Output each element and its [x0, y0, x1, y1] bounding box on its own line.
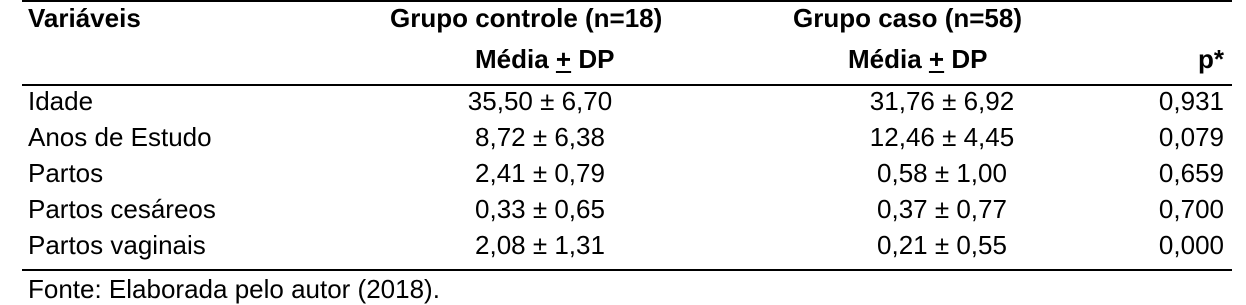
row-control-value: 0,33 ± 0,65 — [475, 194, 605, 224]
header-case-stat-prefix: Média — [848, 44, 929, 74]
row-case-value: 12,46 ± 4,45 — [869, 122, 1015, 152]
row-case-value: 0,37 ± 0,77 — [877, 194, 1007, 224]
row-control-value: 2,08 ± 1,31 — [475, 230, 605, 260]
header-case-group: Grupo caso (n=58) — [793, 3, 1022, 33]
table-bottom-rule — [22, 269, 1232, 271]
header-control-stat-suffix: DP — [571, 44, 615, 74]
row-p-value: 0,079 — [1158, 122, 1224, 152]
header-case-stat-pm: + — [928, 44, 945, 74]
row-variable: Idade — [28, 86, 94, 116]
row-control-value: 8,72 ± 6,38 — [475, 122, 605, 152]
header-variables: Variáveis — [28, 3, 141, 33]
row-p-value: 0,000 — [1158, 230, 1224, 260]
row-case-value: 0,21 ± 0,55 — [877, 230, 1007, 260]
row-control-value: 2,41 ± 0,79 — [475, 158, 605, 188]
header-p-value: p* — [1198, 44, 1224, 74]
row-variable: Partos vaginais — [28, 230, 206, 260]
row-variable: Partos — [28, 158, 104, 188]
row-variable: Anos de Estudo — [28, 122, 212, 152]
header-case-stat — [848, 43, 987, 75]
row-variable: Partos cesáreos — [28, 194, 216, 224]
header-control-stat — [475, 43, 614, 75]
row-p-value: 0,659 — [1158, 158, 1224, 188]
header-case-stat-suffix: DP — [944, 44, 988, 74]
header-control-stat-prefix: Média — [475, 44, 556, 74]
row-p-value: 0,700 — [1158, 194, 1224, 224]
row-case-value: 31,76 ± 6,92 — [869, 86, 1015, 116]
row-control-value: 35,50 ± 6,70 — [467, 86, 613, 116]
header-control-stat-pm: + — [555, 44, 572, 74]
row-case-value: 0,58 ± 1,00 — [877, 158, 1007, 188]
table-source-note: Fonte: Elaborada pelo autor (2018). — [28, 274, 440, 304]
row-p-value: 0,931 — [1158, 86, 1224, 116]
header-control-group: Grupo controle (n=18) — [390, 3, 663, 33]
